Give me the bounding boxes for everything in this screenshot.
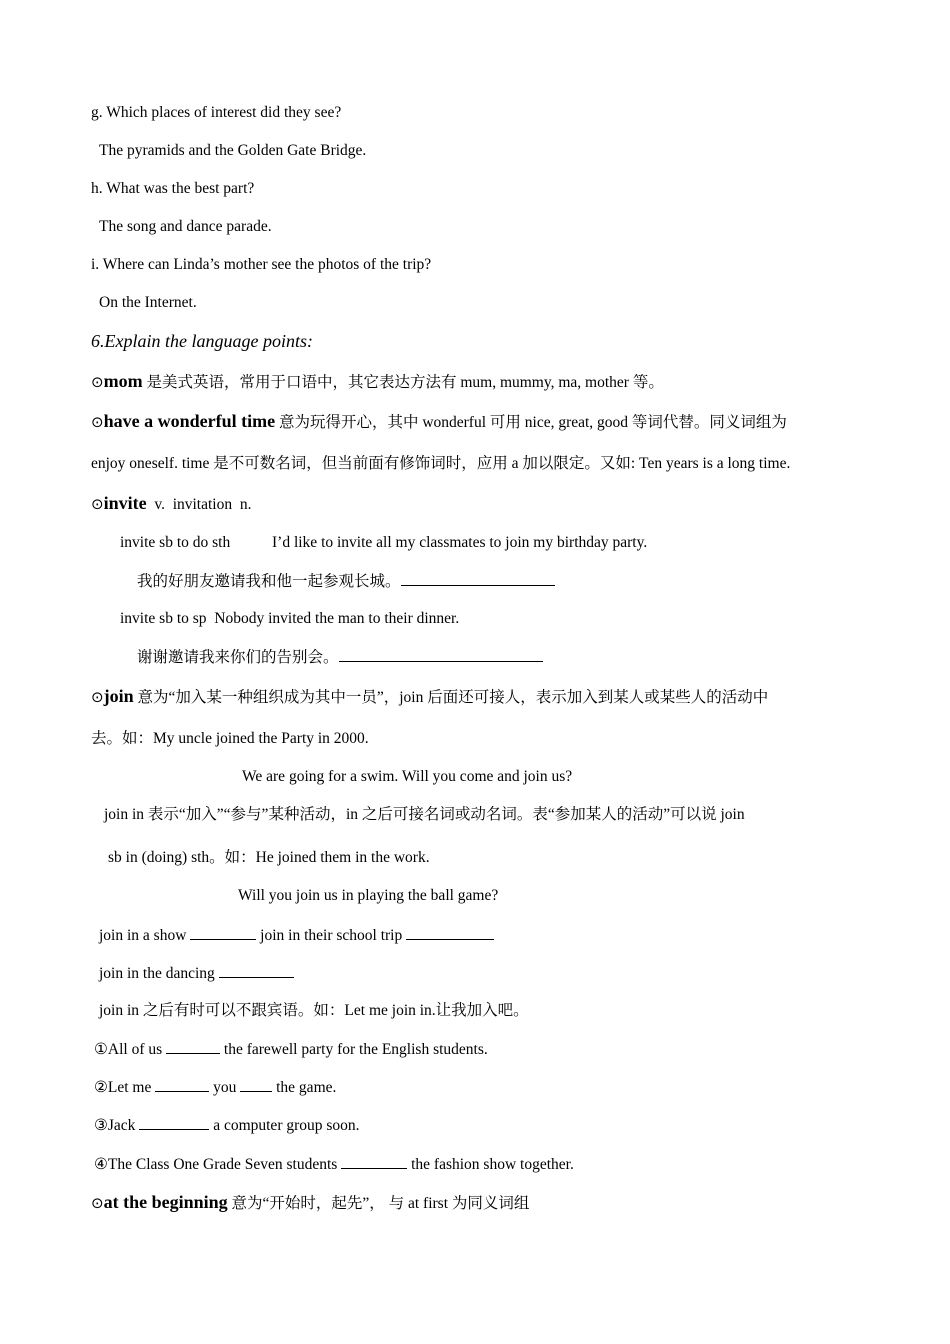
join-cont: 去。如：My uncle joined the Party in 2000. — [91, 730, 369, 747]
invite-example-1: I’d like to invite all my classmates to join my birthday party. — [272, 534, 648, 551]
wonderful-cont: enjoy oneself. time 是不可数名词，但当前面有修饰词时，应用 a 加以限定。又如: Ten years is a long time. — [91, 455, 791, 472]
answer-blank[interactable] — [406, 925, 494, 940]
point-wonderful: ⊙have a wonderful time 意为玩得开心，其中 wonderful 可用 nice, great, good 等词代替。同义词组为 — [91, 411, 787, 431]
section-heading: 6.Explain the language points: — [91, 331, 313, 351]
bullet-icon: ⊙ — [91, 688, 104, 706]
invite-pattern-1: invite sb to do sth — [120, 534, 231, 551]
answer-blank[interactable] — [190, 925, 256, 940]
term-join: join — [103, 686, 134, 706]
term-wonderful: have a wonderful time — [103, 411, 276, 431]
invite-pattern-2: invite sb to sp Nobody invited the man to their dinner. — [120, 610, 460, 627]
exercise-1: ①All of us the farewell party for the English students. — [94, 1041, 488, 1058]
point-mom: ⊙mom 是美式英语，常用于口语中，其它表达方法有 mum, mummy, ma, mother 等。 — [91, 371, 664, 391]
join-in-explain: join in 表示“加入”“参与”某种活动，in 之后可接名词或动名词。表“参加某人的活动”可以说 join — [104, 806, 745, 823]
point-invite: ⊙invite v. invitation n. — [91, 493, 252, 513]
exercise-2: ②Let me you the game. — [94, 1079, 337, 1096]
term-beginning: at the beginning — [103, 1192, 228, 1212]
question-g: g. Which places of interest did they see? — [91, 104, 342, 121]
invite-translate-2: 谢谢邀请我来你们的告别会。 — [137, 647, 543, 668]
answer-blank[interactable] — [401, 571, 555, 586]
answer-blank[interactable] — [341, 1154, 407, 1169]
term-mom: mom — [103, 371, 143, 391]
answer-blank[interactable] — [219, 963, 294, 978]
bullet-icon: ⊙ — [91, 373, 104, 391]
answer-i: On the Internet. — [99, 294, 197, 311]
answer-blank[interactable] — [139, 1115, 209, 1130]
answer-g: The pyramids and the Golden Gate Bridge. — [99, 142, 367, 159]
exercise-3: ③Jack a computer group soon. — [94, 1117, 360, 1134]
answer-blank[interactable] — [240, 1077, 272, 1092]
answer-h: The song and dance parade. — [99, 218, 272, 235]
join-in-explain-cont: sb in (doing) sth。如：He joined them in the work. — [108, 849, 430, 866]
term-invite: invite — [103, 493, 147, 513]
answer-blank[interactable] — [166, 1039, 220, 1054]
join-phrases-1: join in a show join in their school trip — [99, 925, 494, 946]
bullet-icon: ⊙ — [91, 495, 104, 513]
question-i: i. Where can Linda’s mother see the photos of the trip? — [91, 256, 432, 273]
join-example-1: We are going for a swim. Will you come and join us? — [242, 768, 573, 785]
point-beginning: ⊙at the beginning 意为“开始时，起先”， 与 at first 为同义词组 — [91, 1192, 530, 1212]
invite-translate-1: 我的好朋友邀请我和他一起参观长城。 — [137, 571, 555, 592]
point-join: ⊙join 意为“加入某一种组织成为其中一员”，join 后面还可接人，表示加入到某人或某些人的活动中 — [91, 686, 769, 706]
bullet-icon: ⊙ — [91, 1194, 104, 1212]
answer-blank[interactable] — [155, 1077, 209, 1092]
question-h: h. What was the best part? — [91, 180, 255, 197]
answer-blank[interactable] — [339, 647, 543, 662]
join-example-2: Will you join us in playing the ball game? — [238, 887, 499, 904]
bullet-icon: ⊙ — [91, 413, 104, 431]
exercise-4: ④The Class One Grade Seven students the fashion show together. — [94, 1156, 574, 1173]
join-in-note: join in 之后有时可以不跟宾语。如：Let me join in.让我加入吧。 — [99, 1002, 529, 1019]
join-phrases-2: join in the dancing — [99, 963, 294, 984]
